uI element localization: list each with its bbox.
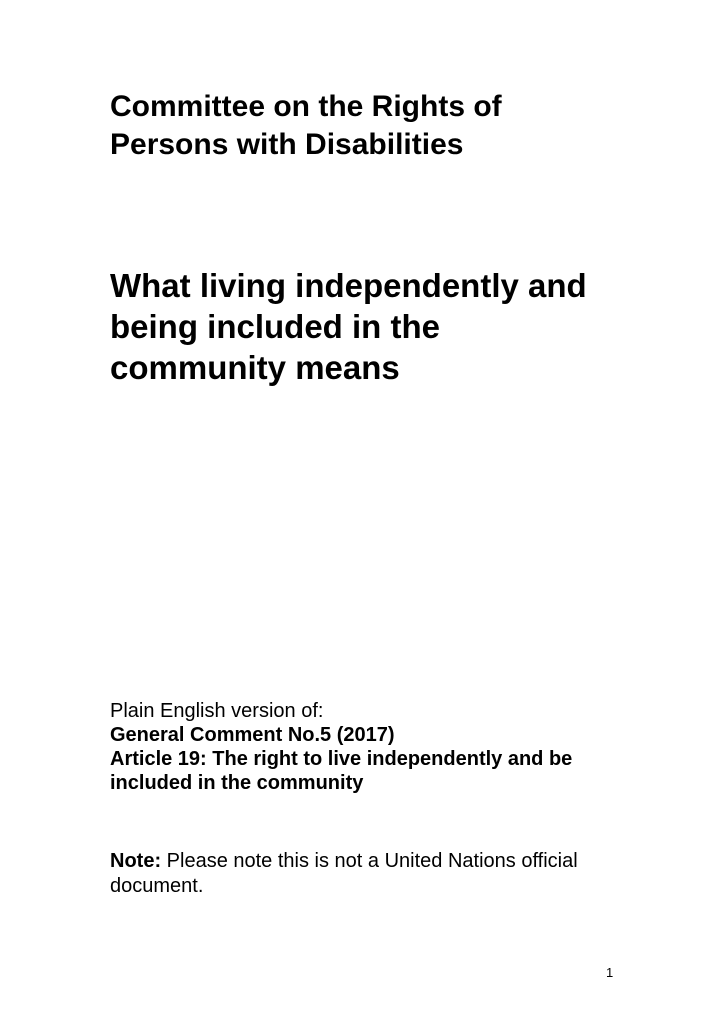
note-block	[110, 849, 670, 899]
article-line-2: included in the community	[110, 772, 364, 794]
source-intro: Plain English version of:	[110, 700, 324, 722]
page-number: 1	[606, 965, 614, 980]
note-label: Note:	[110, 850, 162, 872]
note-text-line-1: Please note this is not a United Nations official	[161, 850, 578, 872]
committee-heading-line-2: Persons with Disabilities	[110, 128, 464, 161]
note-text-line-2: document.	[110, 875, 204, 897]
committee-heading-line-1: Committee on the Rights of	[110, 90, 502, 123]
document-title	[110, 265, 690, 388]
committee-heading	[110, 88, 670, 164]
general-comment-reference: General Comment No.5 (2017)	[110, 724, 395, 746]
note-line-1	[110, 849, 670, 874]
document-title-line-1: What living independently and	[110, 267, 587, 304]
article-line-1: Article 19: The right to live independently and be	[110, 748, 573, 770]
document-title-line-2: being included in the	[110, 308, 440, 345]
document-title-line-3: community means	[110, 349, 400, 386]
source-block	[110, 699, 690, 795]
